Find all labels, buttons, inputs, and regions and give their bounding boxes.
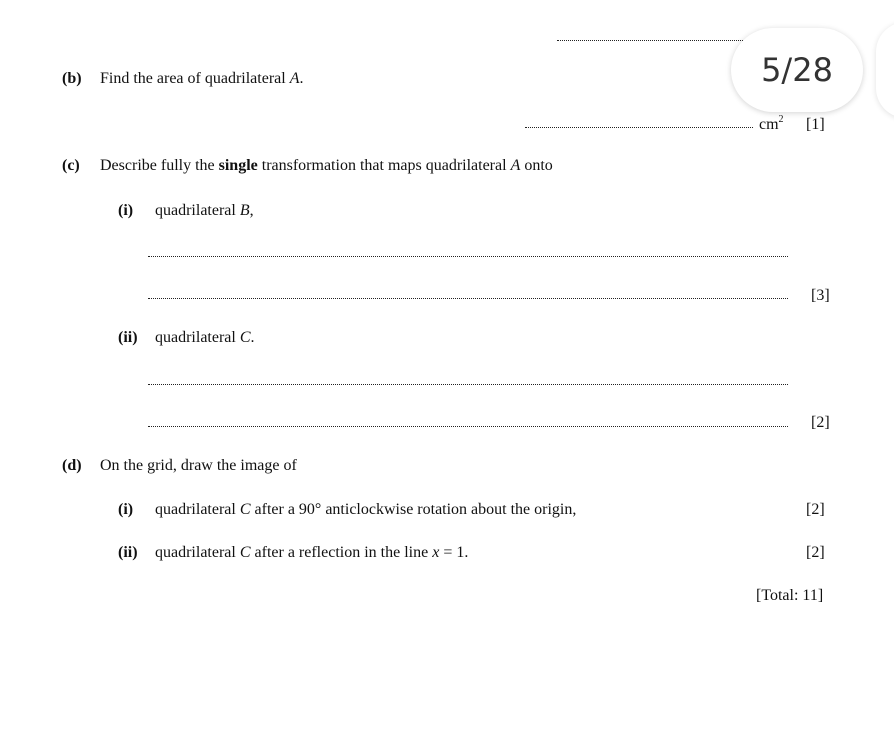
answer-line-previous[interactable] xyxy=(557,40,743,41)
part-c-label: (c) xyxy=(62,157,80,174)
part-d-question: On the grid, draw the image of xyxy=(100,457,297,474)
part-c-text-post: onto xyxy=(520,157,553,174)
part-b-label: (b) xyxy=(62,70,82,87)
part-c-ii-answer-line-1[interactable] xyxy=(148,384,788,385)
part-b-var: A xyxy=(289,70,300,87)
part-c-i-label: (i) xyxy=(118,202,134,219)
part-b-answer-line[interactable] xyxy=(525,127,753,128)
total-marks: [Total: 11] xyxy=(756,587,824,604)
part-d-i-text: quadrilateral xyxy=(155,501,240,518)
part-d-label: (d) xyxy=(62,457,82,474)
part-d-i-label: (i) xyxy=(118,501,134,518)
part-d-ii-eq-rest: = 1. xyxy=(439,544,469,561)
part-c-i-question xyxy=(155,202,254,220)
part-c-ii-label: (ii) xyxy=(118,329,138,346)
part-b-unit xyxy=(759,116,784,134)
part-c-i-marks: [3] xyxy=(811,287,830,304)
part-d-i-text-post: after a 90° anticlockwise rotation about the origin, xyxy=(250,501,577,518)
part-c-ii-punct: . xyxy=(250,329,255,346)
part-d-ii-var: C xyxy=(239,544,251,561)
part-c-i-answer-line-1[interactable] xyxy=(148,256,788,257)
part-d-i-question xyxy=(155,501,576,519)
part-d-i-marks: [2] xyxy=(806,501,825,518)
part-d-i-var: C xyxy=(239,501,251,518)
part-d-ii-text: quadrilateral xyxy=(155,544,240,561)
part-b-marks: [1] xyxy=(806,116,825,133)
part-c-i-var: B xyxy=(239,202,250,219)
part-c-ii-answer-line-2[interactable] xyxy=(148,426,788,427)
unit-text: cm xyxy=(759,116,779,133)
part-c-i-answer-line-2[interactable] xyxy=(148,298,788,299)
part-d-ii-text-mid: after a reflection in the line xyxy=(250,544,433,561)
part-c-ii-text: quadrilateral xyxy=(155,329,240,346)
part-c-i-punct: , xyxy=(249,202,254,219)
part-b-punct: . xyxy=(299,70,304,87)
part-d-ii-eq-var: x xyxy=(432,544,440,561)
unit-superscript: 2 xyxy=(778,114,784,125)
part-c-ii-marks: [2] xyxy=(811,414,830,431)
part-d-ii-marks: [2] xyxy=(806,544,825,561)
page-indicator: 5/28 xyxy=(731,28,863,112)
part-c-var: A xyxy=(510,157,521,174)
part-d-ii-label: (ii) xyxy=(118,544,138,561)
part-c-question xyxy=(100,157,553,175)
part-c-ii-var: C xyxy=(239,329,251,346)
part-d-ii-question xyxy=(155,544,468,562)
next-page-edge xyxy=(876,22,894,118)
part-c-i-text: quadrilateral xyxy=(155,202,240,219)
part-c-text: Describe fully the xyxy=(100,157,219,174)
part-c-bold: single xyxy=(218,157,258,174)
part-c-ii-question xyxy=(155,329,255,347)
part-b-text: Find the area of quadrilateral xyxy=(100,70,290,87)
part-c-text-mid: transformation that maps quadrilateral xyxy=(257,157,511,174)
part-b-question xyxy=(100,70,303,88)
